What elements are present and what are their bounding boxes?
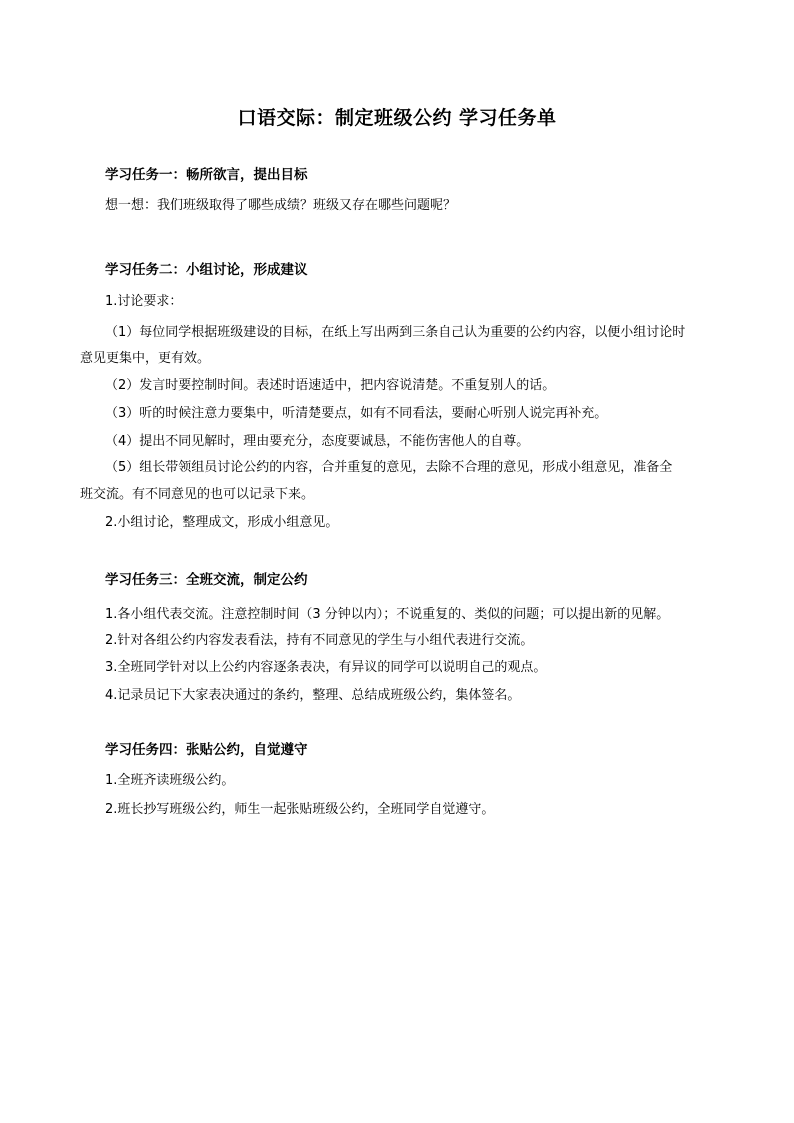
task2-item2: （2）发言时要控制时间。表述时语速适中，把内容说清楚。不重复别人的话。 <box>105 378 556 393</box>
task3-item4: 4.记录员记下大家表决通过的条约，整理、总结成班级公约，集体签名。 <box>105 688 521 703</box>
task2-item5-line1: （5）组长带领组员讨论公约的内容，合并重复的意见，去除不合理的意见，形成小组意见，准备全 <box>105 460 673 475</box>
task4-heading: 学习任务四：张贴公约，自觉遵守 <box>105 742 308 758</box>
task2-step2: 2.小组讨论，整理成文，形成小组意见。 <box>105 515 339 530</box>
task2-item4: （4）提出不同见解时，理由要充分，态度要诚恳，不能伤害他人的自尊。 <box>105 434 530 449</box>
task2-item1-line2: 意见更集中，更有效。 <box>80 351 211 366</box>
task3-item1: 1.各小组代表交流。注意控制时间（3 分钟以内）；不说重复的、类似的问题；可以提出新的见解。 <box>105 607 670 622</box>
task2-item1-line1: （1）每位同学根据班级建设的目标，在纸上写出两到三条自己认为重要的公约内容，以便小组讨论时 <box>105 325 686 340</box>
task2-item5-line2: 班交流。有不同意见的也可以记录下来。 <box>80 487 315 502</box>
task3-heading: 学习任务三：全班交流，制定公约 <box>105 572 308 588</box>
task2-item3: （3）听的时候注意力要集中，听清楚要点，如有不同看法，要耐心听别人说完再补充。 <box>105 406 608 421</box>
page-title: 口语交际：制定班级公约 学习任务单 <box>237 107 557 129</box>
task4-item1: 1.全班齐读班级公约。 <box>105 773 235 788</box>
task3-item2: 2.针对各组公约内容发表看法，持有不同意见的学生与小组代表进行交流。 <box>105 633 534 648</box>
task3-item3: 3.全班同学针对以上公约内容逐条表决，有异议的同学可以说明自己的观点。 <box>105 660 547 675</box>
task4-item2: 2.班长抄写班级公约，师生一起张贴班级公约，全班同学自觉遵守。 <box>105 802 495 817</box>
task2-heading: 学习任务二：小组讨论，形成建议 <box>105 262 308 278</box>
task1-heading: 学习任务一：畅所欲言，提出目标 <box>105 167 308 183</box>
task2-requirement-label: 1.讨论要求： <box>105 294 183 309</box>
task1-text: 想一想：我们班级取得了哪些成绩？班级又存在哪些问题呢？ <box>105 198 457 213</box>
